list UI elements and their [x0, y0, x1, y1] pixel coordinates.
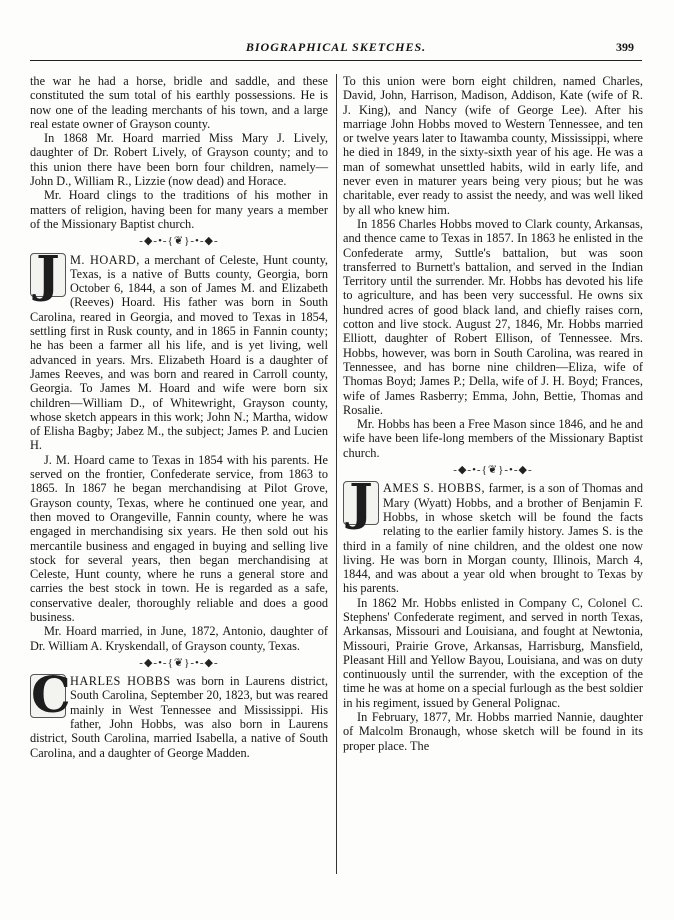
paragraph: Mr. Hoard clings to the traditions of his mother in matters of religion, having been for many years a member of the Missionary Baptist church. [30, 188, 328, 231]
header-rule [30, 60, 642, 61]
paragraph: In 1856 Charles Hobbs moved to Clark county, Arkansas, and thence came to Texas in 1857. In 1863 he enlisted in the Confederate army, Suttle's battalion, but was soon transferred to Burnett's battalion, and served in the Indian Territory until the surrender. Mr. Hobbs has devoted his life to agriculture, and has been very successful. He owns six hundred acres of good black land, and chiefly raises corn, cotton and live stock. August 27, 1846, Mr. Hobbs married Elliott, daughter of Robert Ellison, of Tennessee. Mrs. Hobbs, however, was born in South Carolina, was reared in Tennessee, and has borne nine children—Eliza, wife of Thomas Boyd; James P.; Della, wife of J. H. Boyd; Frances, wife of James Rasberry; Emma, John, Bettie, Thomas and Rosalie. [343, 216, 643, 417]
drop-cap: J [343, 481, 379, 525]
drop-cap: J [30, 253, 66, 297]
right-column [343, 74, 643, 753]
paragraph: the war he had a horse, bridle and saddle, and these constituted the sum total of his earthly possessions. He is now one of the leading merchants of his town, and a large real estate owner of Grayson county. [30, 74, 328, 131]
paragraph: In February, 1877, Mr. Hobbs married Nannie, daughter of Malcolm Bronaugh, whose sketch will be found in its proper place. The [343, 710, 643, 753]
biography-text: a merchant of Celeste, Hunt county, Texas, is a native of Butts county, Georgia, born October 6, 1844, a son of James M. and Elizabeth (Reeves) Hoard. His father was born in South Carolina, reared in Georgia, and moved to Texas in 1854, settling first in Rusk county, and in 1865 in Fannin county; he has been a farmer all his life, and is yet living, well advanced in years. Mrs. Elizabeth Hoard is a daughter of James Reeves, and was born and reared in Carroll county, Georgia. To James M. Hoard and wife were born six children—William D., of Whitewright, Grayson county, whose sketch appears in this work; John N.; Martha, widow of Elisha Bagby; Jabez M., the subject; James P. and Lucien H. [30, 252, 328, 453]
section-separator-ornament: -◆-•-{❦}-•-◆- [139, 235, 219, 248]
running-head: BIOGRAPHICAL SKETCHES. [245, 40, 427, 54]
paragraph: Mr. Hoard married, in June, 1872, Antonio, daughter of Dr. William A. Kryskendall, of Grayson county, Texas. [30, 624, 328, 653]
biography-name: HARLES HOBBS [70, 674, 171, 689]
biography-name: AMES S. HOBBS, [383, 481, 486, 496]
drop-cap: C [31, 665, 71, 725]
biography-james-hobbs [343, 472, 643, 596]
biography-name: M. HOARD, [70, 252, 140, 267]
biography-text: was born in Laurens district, South Carolina, September 20, 1823, but was reared mainly in West Tennessee and Mississippi. His father, John Hobbs, was also born in Laurens district, South Carolina, married Isabella, a native of South Carolina, and a daughter of George Madden. [30, 674, 328, 760]
biography-charles-hobbs [30, 665, 328, 760]
paragraph: J. M. Hoard came to Texas in 1854 with his parents. He served on the frontier, Confederate service, from 1863 to 1865. In 1867 he began merchandising at Pilot Grove, Grayson county, Texas, where he continued one year, and then moved to Orangeville, Fannin county, where he was engaged in merchandising six years. He then sold out his mercantile business and engaged in buying and selling live stock for several years, then began merchandising at Celeste, Hunt county, where he runs a general store and carries the best stock in town. He is regarded as a safe, conservative dealer, thoroughly reliable and does a good business. [30, 452, 328, 624]
page-number: 399 [616, 40, 634, 54]
biography-text: farmer, is a son of Thomas and Mary (Wyatt) Hobbs, and a brother of Benjamin F. Hobbs, in whose sketch will be found the facts relating to the earlier family history. James S. is the third in a family of nine children, and the oldest one now living. He was born in Morgan county, Illinois, March 4, 1844, and was about a year old when brought to Texas by his parents. [343, 481, 643, 596]
section-separator-ornament: -◆-•-{❦}-•-◆- [139, 656, 219, 669]
paragraph: Mr. Hobbs has been a Free Mason since 1846, and he and wife have been life-long members of the Missionary Baptist church. [343, 417, 643, 460]
paragraph: In 1862 Mr. Hobbs enlisted in Company C, Colonel C. Stephens' Confederate regiment, and served in north Texas, Arkansas, Missouri and Louisiana, and fought at Newtonia, Missouri, Prairie Grove, Arkansas, Harrisburg, Mansfield, Pleasant Hill and Yellow Bayou, Louisiana, and was on duty continuously until the surrender, with the exception of the time he was at home on a special furlough as the best soldier in his regiment, issued by General Polignac. [343, 595, 643, 710]
page-header [30, 40, 642, 58]
paragraph: To this union were born eight children, named Charles, David, John, Harrison, Madison, Addison, Kate (wife of R. J. King), and Nancy (wife of George Lee). After his marriage John Hobbs moved to Western Tennessee, and ten or twelve years later to Itawamba county, Mississippi, where he died in 1849, in the sixty-sixth year of his age. He was a man of somewhat unsettled habits, wild in early life, and never even in maturer years being very pious; but he was charitable, ever ready to assist the needy, and was well liked by all who knew him. [343, 74, 643, 217]
column-divider [336, 74, 337, 874]
paragraph: In 1868 Mr. Hoard married Miss Mary J. Lively, daughter of Dr. Robert Lively, of Grayson county; and to this union there have been born four children, namely—John D., William R., Lizzie (now dead) and Horace. [30, 131, 328, 189]
section-separator-ornament: -◆-•-{❦}-•-◆- [453, 464, 533, 477]
left-column [30, 74, 328, 760]
biography-hoard [30, 243, 328, 453]
